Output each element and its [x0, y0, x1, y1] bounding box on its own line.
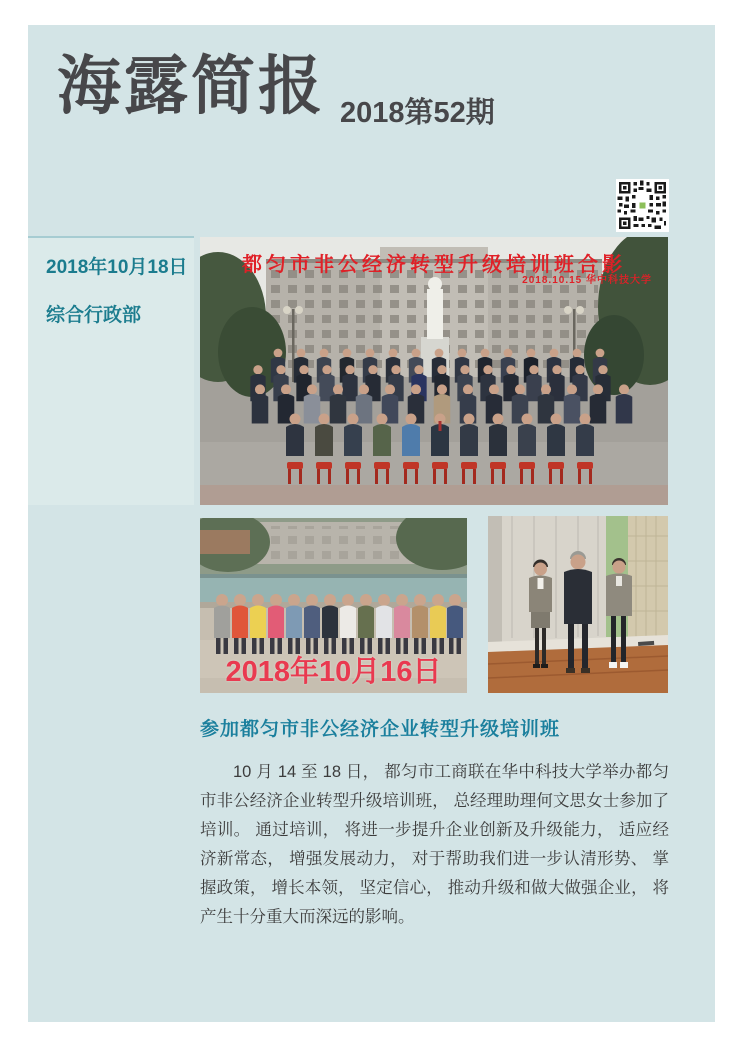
issue-number: 2018第52期	[340, 97, 495, 129]
wechat-qr-code-icon	[616, 179, 669, 232]
secondary-photo-indoor	[488, 516, 668, 693]
secondary-photo-fountain	[200, 518, 467, 693]
photo-date-overlay: 2018年10月16日	[225, 656, 442, 688]
masthead-title: 海露简报	[57, 50, 325, 122]
sidebar-date: 2018年10月18日	[46, 257, 188, 278]
main-group-photo	[200, 237, 668, 505]
sidebar-department: 综合行政部	[46, 305, 142, 326]
main-photo-caption-title: 都匀市非公经济转型升级培训班合影	[242, 254, 626, 276]
sidebar	[28, 236, 194, 505]
article-body: 10 月 14 至 18 日， 都匀市工商联在华中科技大学举办都匀市非公经济企业转型升级培训班， 总经理助理何文思女士参加了培训。 通过培训， 将进一步提升企业创新及升级能力， 适应经济新常态， 增强发展动力， 对于帮助我们进一步认清形势、 掌握政策， 增长本领， 坚定信心， 推动升级和做大做强企业， 将产生十分重大而深远的影响。	[200, 763, 669, 926]
article-heading: 参加都匀市非公经济企业转型升级培训班	[200, 719, 561, 740]
main-photo-caption-subtitle: 2018.10.15 华中科技大学	[522, 275, 652, 286]
